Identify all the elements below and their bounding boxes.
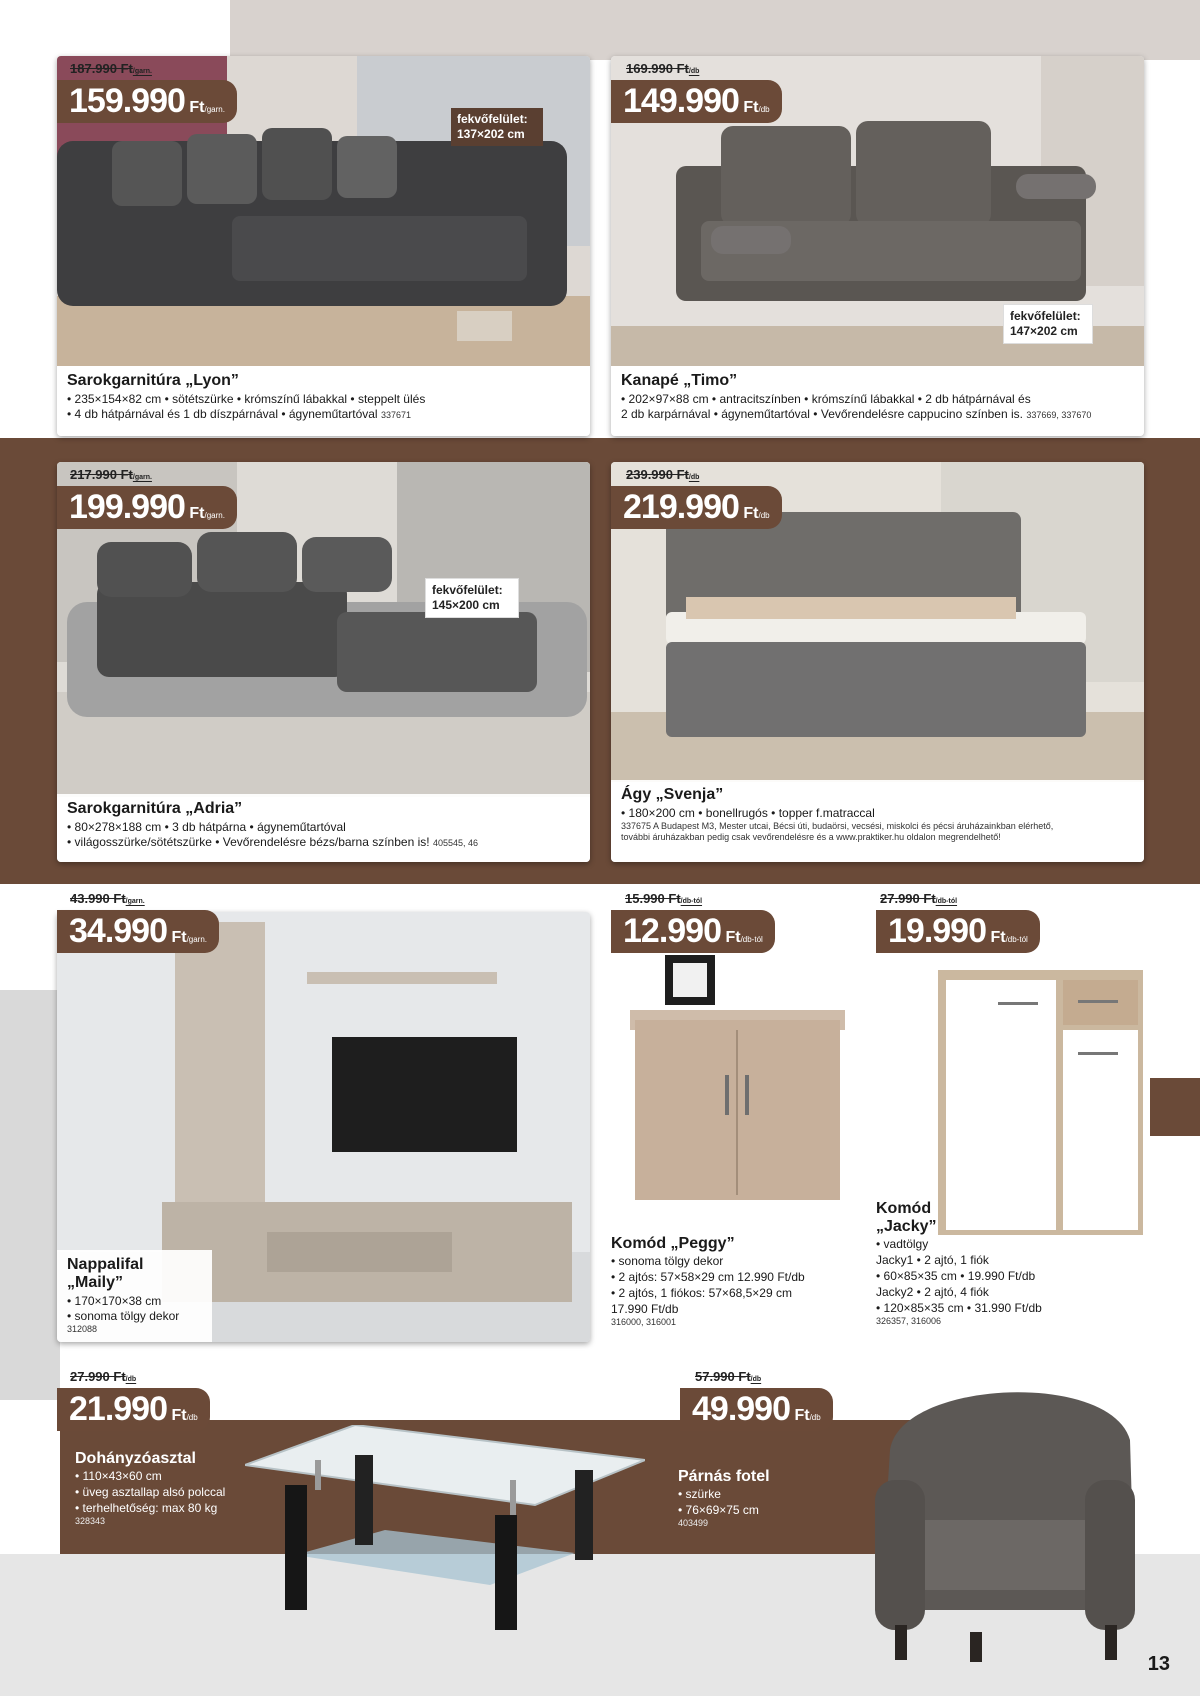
product-title: Sarokgarnitúra „Lyon”: [67, 372, 239, 389]
product-title: Sarokgarnitúra „Adria”: [67, 800, 243, 817]
old-price-timo: [626, 60, 699, 78]
old-price-unit: /garn.: [125, 898, 145, 905]
product-description: [67, 820, 580, 851]
product-code: 337671: [380, 410, 411, 420]
old-price-value: 217.990 Ft: [70, 467, 133, 482]
product-title: Párnás fotel: [678, 1468, 770, 1485]
price-unit: /db-tól: [1005, 935, 1028, 944]
price-value: 19.990: [888, 912, 986, 950]
price-tag-lyon: [57, 80, 237, 123]
price-currency: Ft: [990, 929, 1006, 946]
product-code: 328343: [75, 1516, 106, 1526]
price-unit: /db: [809, 1413, 821, 1422]
price-unit: /garn.: [186, 935, 208, 944]
armchair-image: [870, 1370, 1140, 1670]
product-caption: [611, 366, 1144, 436]
price-value: 149.990: [623, 82, 739, 120]
product-code: 326357, 316006: [876, 1316, 942, 1326]
availability-note: 337675 A Budapest M3, Mester utcai, Bécsi úti, budaörsi, vecsési, miskolci és pécsi áruházainkban elérhető, további áruházakban pedig csak vevőrendelésre és a www.praktiker.hu oldalon megrendelhető!: [621, 821, 1054, 842]
product-title: Komód „Jacky”: [876, 1200, 937, 1235]
price-value: 21.990: [69, 1390, 167, 1428]
old-price-unit: /db: [688, 474, 700, 481]
price-tag-peggy: [611, 910, 775, 953]
old-price-unit: /garn.: [132, 68, 152, 75]
product-description: • 110×43×60 cm • üveg asztallap alsó polccal • terhelhetőség: max 80 kg: [75, 1469, 226, 1515]
product-description: [67, 392, 580, 423]
price-currency: Ft: [794, 1407, 810, 1424]
grey-side-band: [0, 990, 60, 1400]
product-title: Ágy „Svenja”: [621, 786, 724, 803]
price-value: 199.990: [69, 488, 185, 526]
price-unit: /db: [758, 511, 770, 520]
price-tag-timo: [611, 80, 782, 123]
price-unit: /db: [758, 105, 770, 114]
old-price-value: 169.990 Ft: [626, 61, 689, 76]
price-currency: Ft: [189, 505, 205, 522]
old-price-table: [70, 1368, 136, 1386]
product-card-maily[interactable]: [57, 912, 590, 1342]
product-desc-text: • 235×154×82 cm • sötétszürke • krómszínű lábakkal • steppelt ülés • 4 db hátpárnával és 1 db díszpárnával • ágyneműtartóval: [67, 392, 426, 421]
old-price-value: 57.990 Ft: [695, 1369, 751, 1384]
old-price-value: 27.990 Ft: [880, 891, 936, 906]
product-desc-text: • 80×278×188 cm • 3 db hátpárna • ágyneműtartóval • világosszürke/sötétszürke • Vevőrendelésre bézs/barna színben is!: [67, 820, 430, 849]
product-description: • sonoma tölgy dekor • 2 ajtós: 57×58×29 cm 12.990 Ft/db • 2 ajtós, 1 fiókos: 57×68,5×29 cm 17.990 Ft/db: [611, 1254, 805, 1316]
price-value: 219.990: [623, 488, 739, 526]
product-caption: [57, 366, 590, 436]
product-title: Dohányzóasztal: [75, 1450, 196, 1467]
price-unit: /garn.: [204, 105, 225, 114]
old-price-adria: [70, 466, 152, 484]
product-code: 405545, 46: [432, 838, 478, 848]
price-currency: Ft: [171, 929, 187, 946]
price-currency: Ft: [743, 505, 759, 522]
old-price-peggy: [625, 890, 702, 908]
product-description: • 170×170×38 cm • sonoma tölgy dekor: [67, 1294, 180, 1323]
price-value: 159.990: [69, 82, 185, 120]
old-price-lyon: [70, 60, 152, 78]
sleeping-area-callout: fekvőfelület: 137×202 cm: [451, 108, 543, 146]
old-price-value: 27.990 Ft: [70, 1369, 126, 1384]
product-description: • 180×200 cm • bonellrugós • topper f.matraccal: [621, 806, 875, 820]
coffee-table-image: [245, 1425, 645, 1630]
price-unit: /garn.: [204, 511, 225, 520]
product-description: [621, 392, 1134, 423]
old-price-maily: [70, 890, 145, 908]
product-code: 403499: [678, 1518, 709, 1528]
price-currency: Ft: [743, 99, 759, 116]
price-currency: Ft: [725, 929, 741, 946]
sleeping-area-callout: fekvőfelület: 147×202 cm: [1003, 304, 1093, 344]
price-value: 49.990: [692, 1390, 790, 1428]
old-price-unit: /db: [750, 1376, 762, 1383]
sleeping-area-callout: fekvőfelület: 145×200 cm: [425, 578, 519, 618]
price-tag-fotel: [680, 1388, 833, 1431]
old-price-unit: /db-tól: [935, 898, 958, 905]
old-price-fotel: [695, 1368, 761, 1386]
old-price-unit: /garn.: [132, 474, 152, 481]
product-title: Nappalifal „Maily”: [67, 1256, 144, 1291]
brown-accent-right: [1150, 1078, 1200, 1136]
product-description: • vadtölgy Jacky1 • 2 ajtó, 1 fiók • 60×85×35 cm • 19.990 Ft/db Jacky2 • 2 ajtó, 4 fiók • 120×85×35 cm • 31.990 Ft/db: [876, 1237, 1042, 1315]
old-price-unit: /db: [125, 1376, 137, 1383]
old-price-svenja: [626, 466, 699, 484]
old-price-unit: /db: [688, 68, 700, 75]
price-value: 12.990: [623, 912, 721, 950]
old-price-value: 15.990 Ft: [625, 891, 681, 906]
price-tag-table: [57, 1388, 210, 1431]
price-tag-maily: [57, 910, 219, 953]
old-price-jacky: [880, 890, 957, 908]
product-code: 316000, 316001: [611, 1317, 677, 1327]
page-number: 13: [1147, 1653, 1170, 1675]
price-tag-adria: [57, 486, 237, 529]
old-price-unit: /db-tól: [680, 898, 703, 905]
price-tag-svenja: [611, 486, 782, 529]
price-unit: /db: [186, 1413, 198, 1422]
price-value: 34.990: [69, 912, 167, 950]
price-tag-jacky: [876, 910, 1040, 953]
top-band: [230, 0, 1200, 60]
product-desc-text: • 202×97×88 cm • antracitszínben • krómszínű lábakkal • 2 db hátpárnával és 2 db karpárnával • ágyneműtartóval • Vevőrendelésre cappucino színben is.: [621, 392, 1031, 421]
product-caption: [57, 794, 590, 862]
price-currency: Ft: [171, 1407, 187, 1424]
product-caption: [611, 780, 1144, 862]
product-info-fotel: [678, 1468, 858, 1528]
product-caption: [57, 1250, 212, 1342]
old-price-value: 43.990 Ft: [70, 891, 126, 906]
product-info-jacky: [876, 1200, 1136, 1326]
price-unit: /db-tól: [740, 935, 763, 944]
price-currency: Ft: [189, 99, 205, 116]
product-code: 337669, 337670: [1026, 410, 1092, 420]
old-price-value: 187.990 Ft: [70, 61, 133, 76]
product-title: Kanapé „Timo”: [621, 372, 738, 389]
product-description: • szürke • 76×69×75 cm: [678, 1487, 759, 1517]
dresser-peggy-image: [625, 955, 855, 1210]
product-info-peggy: [611, 1235, 841, 1327]
old-price-value: 239.990 Ft: [626, 467, 689, 482]
product-code: 312088: [67, 1324, 98, 1334]
product-title: Komód „Peggy”: [611, 1235, 735, 1252]
